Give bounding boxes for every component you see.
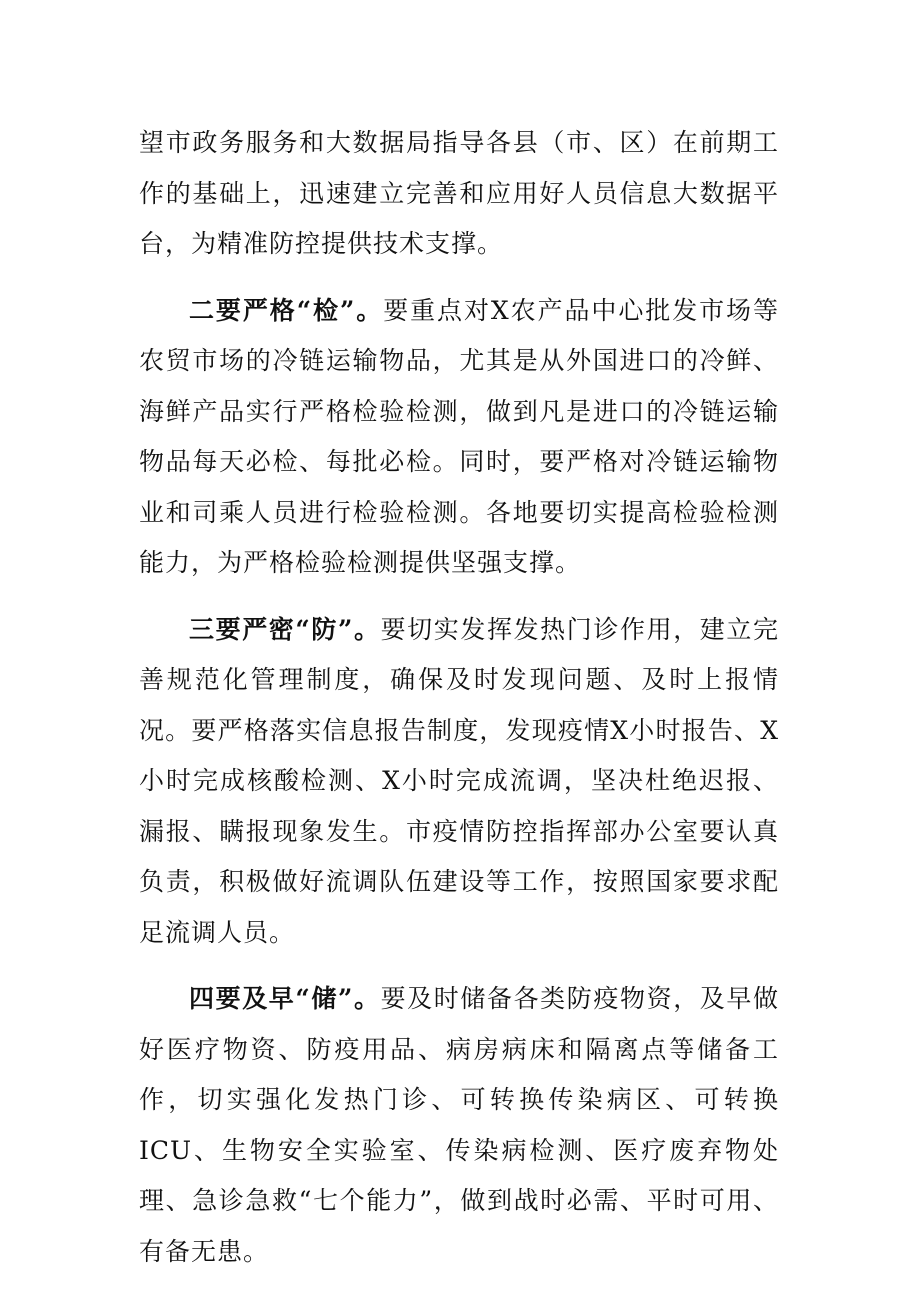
paragraph-heading: 三要严密“防”。 bbox=[189, 614, 381, 644]
paragraph-continuation bbox=[139, 118, 779, 270]
paragraph-text: 要重点对X农产品中心批发市场等农贸市场的冷链运输物品，尤其是从外国进口的冷鲜、海鲜产品实行严格检验检测，做到凡是进口的冷链运输物品每天必检、每批必检。同时，要严格对冷链运输物业和司乘人员进行检验检测。各地要切实提高检验检测能力，为严格检验检测提供坚强支撑。 bbox=[139, 295, 779, 577]
paragraph-heading: 二要严格“检”。 bbox=[189, 295, 384, 325]
paragraph-text: 要及时储备各类防疫物资，及早做好医疗物资、防疫用品、病房病床和隔离点等储备工作，切实强化发热门诊、可转换传染病区、可转换ICU、生物安全实验室、传染病检测、医疗废弃物处理、急诊急救“七个能力”，做到战时必需、平时可用、有备无患。 bbox=[139, 984, 779, 1266]
paragraph-text: 要切实发挥发热门诊作用，建立完善规范化管理制度，确保及时发现问题、及时上报情况。要严格落实信息报告制度，发现疫情X小时报告、X小时完成核酸检测、X小时完成流调，坚决杜绝迟报、漏报、瞒报现象发生。市疫情防控指挥部办公室要认真负责，积极做好流调队伍建设等工作，按照国家要求配足流调人员。 bbox=[139, 614, 779, 947]
paragraph-text: 望市政务服务和大数据局指导各县（市、区）在前期工作的基础上，迅速建立完善和应用好人员信息大数据平台，为精准防控提供技术支撑。 bbox=[139, 128, 779, 258]
paragraph-heading: 四要及早“储”。 bbox=[189, 984, 381, 1013]
paragraph-reserves bbox=[139, 974, 779, 1277]
document-body bbox=[139, 118, 779, 1293]
paragraph-inspection bbox=[139, 286, 779, 589]
paragraph-prevention bbox=[139, 605, 779, 959]
